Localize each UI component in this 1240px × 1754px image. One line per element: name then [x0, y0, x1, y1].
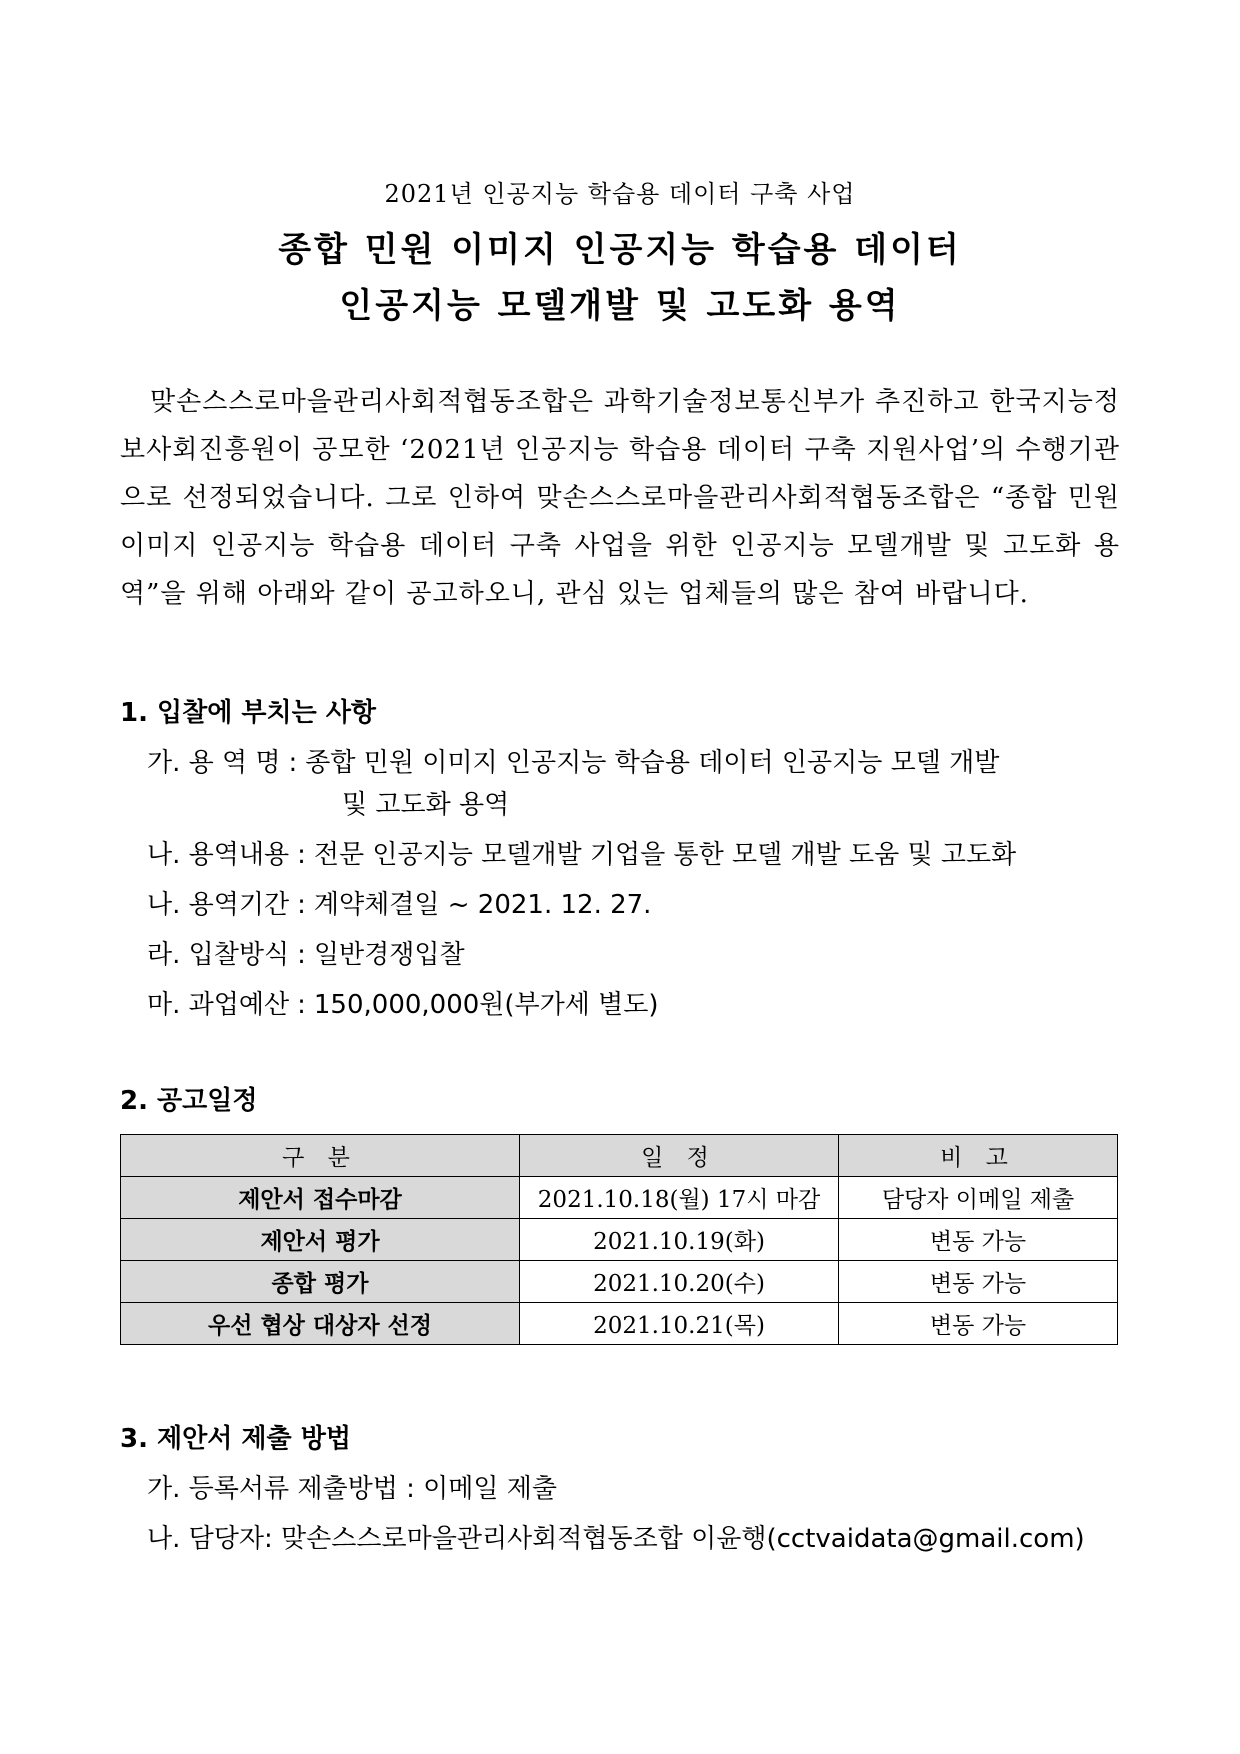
row-date: 2021.10.21(목): [520, 1303, 839, 1345]
section-heading-submission: 3. 제안서 제출 방법: [120, 1424, 351, 1454]
bid-item-service-name: 가. 용 역 명 : 종합 민원 이미지 인공지능 학습용 데이터 인공지능 모델 개발: [147, 742, 999, 779]
item-value: 일반경쟁입찰: [313, 940, 465, 970]
row-category: 제안서 접수마감: [121, 1177, 520, 1219]
item-value: 계약체결일 ~ 2021. 12. 27.: [313, 890, 652, 920]
row-note: 변동 가능: [839, 1303, 1118, 1345]
row-category: 종합 평가: [121, 1261, 520, 1303]
table-row: [121, 1303, 1118, 1345]
row-category: 우선 협상 대상자 선정: [121, 1303, 520, 1345]
document-title-line2: 인공지능 모델개발 및 고도화 용역: [339, 286, 901, 326]
section-heading-bid-items: 1. 입찰에 부치는 사항: [120, 698, 377, 728]
bid-item-service-name-cont: 및 고도화 용역: [342, 790, 510, 820]
item-label: 나. 용역내용: [147, 840, 290, 870]
bid-item-budget: 마. 과업예산 : 150,000,000원(부가세 별도): [147, 984, 659, 1021]
table-row: [121, 1219, 1118, 1261]
section-heading-schedule: 2. 공고일정: [120, 1086, 258, 1116]
item-label: 가. 용 역 명: [147, 748, 281, 778]
submission-method: 가. 등록서류 제출방법 : 이메일 제출: [147, 1474, 557, 1504]
bid-item-service-content: 나. 용역내용 : 전문 인공지능 모델개발 기업을 통한 모델 개발 도움 및 고도화: [147, 834, 1016, 871]
item-value: 150,000,000원(부가세 별도): [313, 990, 659, 1020]
item-label: 나. 용역기간: [147, 890, 290, 920]
intro-paragraph: 맞손스스로마을관리사회적협동조합은 과학기술정보통신부가 추진하고 한국지능정보사회진흥원이 공모한 ‘2021년 인공지능 학습용 데이터 구축 지원사업’의 수행기관으로 선정되었습니다. 그로 인하여 맞손스스로마을관리사회적협동조합은 “종합 민원 이미지 인공지능 학습용 데이터 구축 사업을 위한 인공지능 모델개발 및 고도화 용역”을 위해 아래와 같이 공고하오니, 관심 있는 업체들의 많은 참여 바랍니다.: [120, 387, 1120, 609]
bid-item-service-period: 나. 용역기간 : 계약체결일 ~ 2021. 12. 27.: [147, 884, 651, 921]
column-header-category: 구 분: [121, 1135, 520, 1177]
item-label: 마. 과업예산: [147, 990, 290, 1020]
row-note: 변동 가능: [839, 1219, 1118, 1261]
table-row: [121, 1177, 1118, 1219]
row-note: 담당자 이메일 제출: [839, 1177, 1118, 1219]
row-category: 제안서 평가: [121, 1219, 520, 1261]
bid-item-bid-method: 라. 입찰방식 : 일반경쟁입찰: [147, 934, 465, 971]
contact-person: 나. 담당자: 맞손스스로마을관리사회적협동조합 이윤행(cctvaidata@gmail.com): [147, 1524, 1085, 1554]
schedule-table: [120, 1134, 1118, 1345]
document-subtitle: 2021년 인공지능 학습용 데이터 구축 사업: [384, 180, 856, 208]
column-header-schedule: 일 정: [520, 1135, 839, 1177]
row-note: 변동 가능: [839, 1261, 1118, 1303]
item-value: 전문 인공지능 모델개발 기업을 통한 모델 개발 도움 및 고도화: [313, 840, 1017, 870]
row-date: 2021.10.19(화): [520, 1219, 839, 1261]
row-date: 2021.10.20(수): [520, 1261, 839, 1303]
column-header-note: 비 고: [839, 1135, 1118, 1177]
table-row: [121, 1261, 1118, 1303]
table-header-row: [121, 1135, 1118, 1177]
item-label: 라. 입찰방식: [147, 940, 290, 970]
row-date: 2021.10.18(월) 17시 마감: [520, 1177, 839, 1219]
item-value: 종합 민원 이미지 인공지능 학습용 데이터 인공지능 모델 개발: [305, 748, 1000, 778]
document-title-line1: 종합 민원 이미지 인공지능 학습용 데이터: [278, 230, 962, 270]
